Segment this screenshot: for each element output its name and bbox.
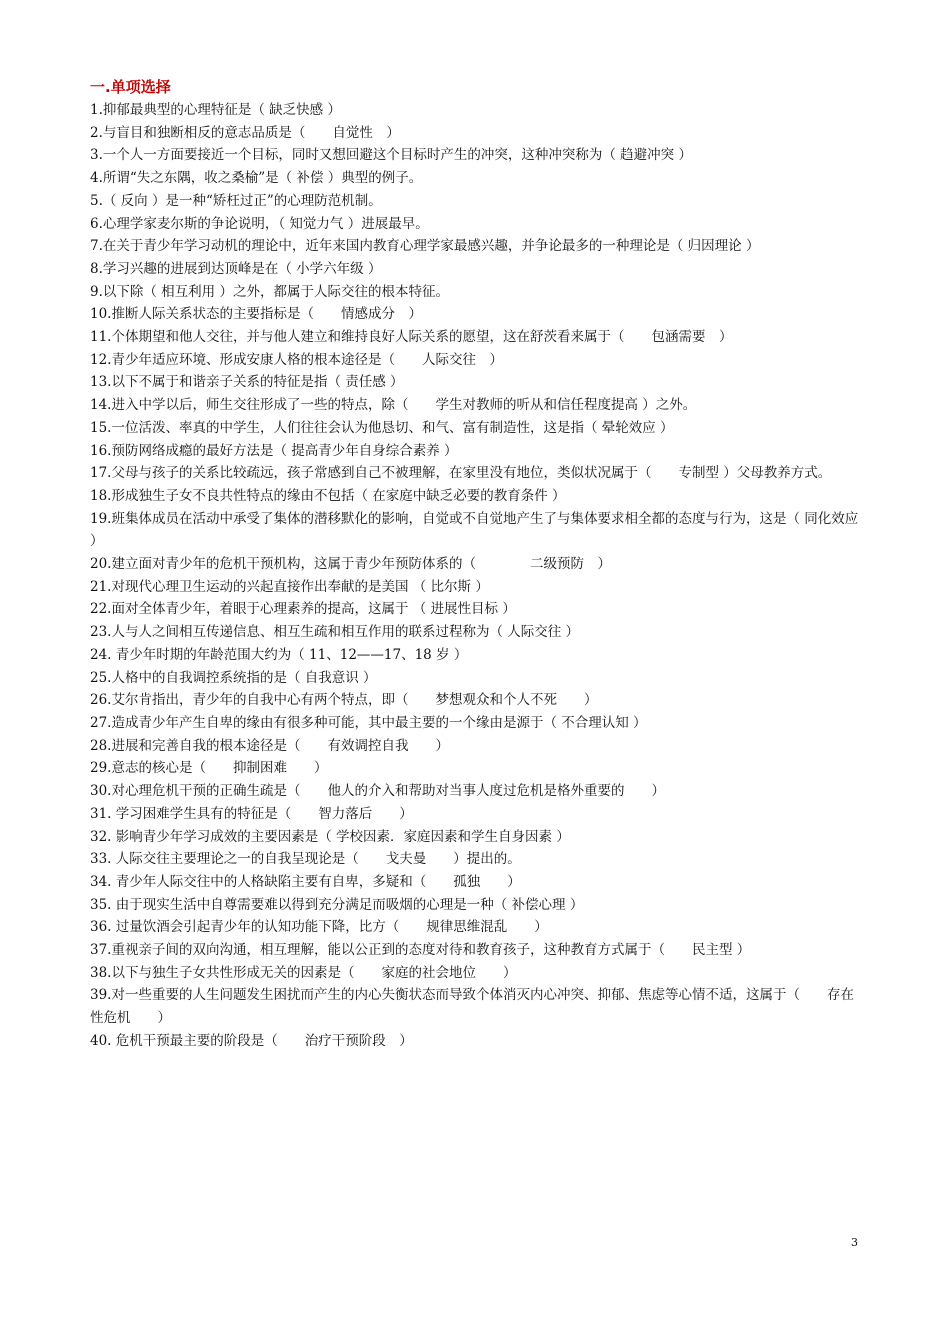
question-item: 30.对心理危机干预的正确生疏是（ 他人的介入和帮助对当事人度过危机是格外重要的 ） — [90, 783, 665, 800]
question-item: 23.人与人之间相互传递信息、相互生疏和相互作用的联系过程称为（ 人际交往 ） — [90, 624, 580, 641]
question-item: 6.心理学家麦尔斯的争论说明，（ 知觉力气 ）进展最早。 — [90, 215, 429, 232]
question-item: 26.艾尔肯指出，青少年的自我中心有两个特点，即（ 梦想观众和个人不死 ） — [90, 692, 598, 709]
question-item: 39.对一些重要的人生问题发生困扰而产生的内心失衡状态而导致个体消灭内心冲突、抑郁、焦虑等心情不适，这属于（ 存在性危机 ） — [90, 987, 854, 1027]
question-item: 14.进入中学以后，师生交往形成了一些的特点，除（ 学生对教师的听从和信任程度提高 ）之外。 — [90, 397, 697, 414]
question-item: 36. 过量饮酒会引起青少年的认知功能下降，比方（ 规律思维混乱 ） — [90, 919, 548, 936]
question-item: 19.班集体成员在活动中承受了集体的潜移默化的影响，自觉或不自觉地产生了与集体要求相全都的态度与行为，这是（ 同化效应 ） — [90, 510, 859, 550]
question-item: 7.在关于青少年学习动机的理论中，近年来国内教育心理学家最感兴趣，并争论最多的一种理论是（ 归因理论 ） — [90, 238, 760, 255]
question-item: 27.造成青少年产生自卑的缘由有很多种可能，其中最主要的一个缘由是源于（ 不合理认知 ） — [90, 714, 647, 731]
question-item: 40. 危机干预最主要的阶段是（ 治疗干预阶段 ） — [90, 1032, 413, 1049]
question-item: 17.父母与孩子的关系比较疏远，孩子常感到自己不被理解，在家里没有地位，类似状况属于（ 专制型 ）父母教养方式。 — [90, 465, 832, 482]
question-item: 3.一个人一方面要接近一个目标，同时又想回避这个目标时产生的冲突，这种冲突称为（ 趋避冲突 ） — [90, 147, 692, 164]
question-item: 9.以下除（ 相互利用 ）之外，都属于人际交往的根本特征。 — [90, 283, 449, 300]
question-item: 20.建立面对青少年的危机干预机构，这属于青少年预防体系的（ 二级预防 ） — [90, 556, 611, 573]
question-item: 25.人格中的自我调控系统指的是（ 自我意识 ） — [90, 669, 377, 686]
question-item: 16.预防网络成瘾的最好方法是（ 提高青少年自身综合素养 ） — [90, 442, 458, 459]
question-item: 31. 学习困难学生具有的特征是（ 智力落后 ） — [90, 805, 413, 822]
question-item: 29.意志的核心是（ 抑制困难 ） — [90, 760, 328, 777]
question-item: 35. 由于现实生活中自尊需要难以得到充分满足而吸烟的心理是一种（ 补偿心理 ） — [90, 896, 584, 913]
question-item: 18.形成独生子女不良共性特点的缘由不包括（ 在家庭中缺乏必要的教育条件 ） — [90, 487, 566, 504]
question-item: 24. 青少年时期的年龄范围大约为（ 11、12——17、18 岁 ） — [90, 646, 468, 663]
page-number: 3 — [851, 1236, 858, 1249]
document-page — [90, 76, 862, 1053]
question-list — [90, 99, 862, 1053]
question-item: 8.学习兴趣的进展到达顶峰是在（ 小学六年级 ） — [90, 260, 382, 277]
question-item: 10.推断人际关系状态的主要指标是（ 情感成分 ） — [90, 306, 422, 323]
question-item: 2.与盲目和独断相反的意志品质是（ 自觉性 ） — [90, 124, 400, 141]
question-item: 32. 影响青少年学习成效的主要因素是（ 学校因素．家庭因素和学生自身因素 ） — [90, 828, 570, 845]
question-item: 33. 人际交往主要理论之一的自我呈现论是（ 戈夫曼 ）提出的。 — [90, 851, 521, 868]
question-item: 38.以下与独生子女共性形成无关的因素是（ 家庭的社会地位 ） — [90, 964, 517, 981]
question-item: 12.青少年适应环境、形成安康人格的根本途径是（ 人际交往 ） — [90, 351, 503, 368]
question-item: 37.重视亲子间的双向沟通，相互理解，能以公正到的态度对待和教育孩子，这种教育方式属于（ 民主型 ） — [90, 942, 751, 959]
question-item: 22.面对全体青少年，着眼于心理素养的提高，这属于 （ 进展性目标 ） — [90, 601, 516, 618]
question-item: 4.所谓“失之东隅，收之桑榆”是（ 补偿 ）典型的例子。 — [90, 170, 423, 187]
question-item: 21.对现代心理卫生运动的兴起直接作出奉献的是美国 （ 比尔斯 ） — [90, 578, 489, 595]
question-item: 34. 青少年人际交往中的人格缺陷主要有自卑，多疑和（ 孤独 ） — [90, 873, 521, 890]
question-item: 1.抑郁最典型的心理特征是（ 缺乏快感 ） — [90, 102, 341, 118]
question-item: 5.（ 反向 ）是一种“矫枉过正”的心理防范机制。 — [90, 192, 382, 209]
question-item: 13.以下不属于和谐亲子关系的特征是指（ 责任感 ） — [90, 374, 404, 391]
question-item: 15.一位活泼、率真的中学生，人们往往会认为他恳切、和气、富有制造性，这是指（ 晕轮效应 ） — [90, 419, 674, 436]
section-title: 一.单项选择 — [90, 78, 171, 96]
question-item: 28.进展和完善自我的根本途径是（ 有效调控自我 ） — [90, 737, 449, 754]
question-item: 11.个体期望和他人交往，并与他人建立和维持良好人际关系的愿望，这在舒茨看来属于（ 包涵需要 ） — [90, 329, 733, 346]
